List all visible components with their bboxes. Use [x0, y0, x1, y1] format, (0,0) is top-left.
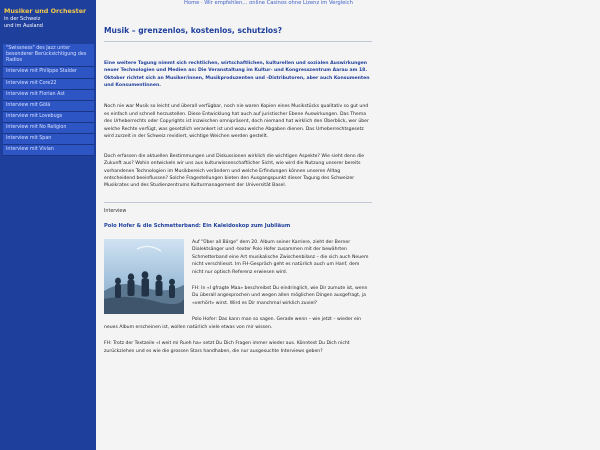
main-content [104, 14, 372, 364]
topnav-separator: · [199, 0, 205, 6]
sidebar-item-philippe-stalder[interactable]: Interview mit Philippe Stalder [3, 67, 94, 78]
interview-body [104, 239, 372, 355]
interview-paragraph-4: FH: Trotz der Textzeile «I weit mi Rueh ha» setzt Du Dich Fragen immer wieder aus. Könntest Du Dich nicht zurückziehen und es wie die grossen Stars handhaben, die nur ausgesuchte Interviews geben? [104, 341, 350, 354]
site-subtitle-line-2: und im Ausland [4, 22, 43, 29]
sidebar-item-swissness-jazz[interactable]: "Swissness" des Jazz unter besonderer Berücksichtigung des Radios [3, 44, 94, 67]
site-subtitle-line-1: in der Schweiz [4, 16, 41, 23]
top-navigation [184, 0, 353, 6]
interview-paragraph-3: Polo Hofer: Das kann man so sagen. Gerade wenn – wie jetzt – wieder ein neues Album erscheinen ist, wollen natürlich viele etwas von mir wissen. [104, 317, 362, 330]
interview-paragraph-1: Auf "Über all Bärge" dem 20. Album seiner Karriere, zieht der Berner Dialektsänger und -texter Polo Hofer zusammen mit der bewährten Schmetterband eine Art musikalische Zwischenbilanz – die sich auch Neuem nicht verschliesst. Im FH-Gespräch geht es natürlich auch um Hanf, dem nicht nur optisch Referenz erwiesen wird. [192, 239, 369, 275]
section-label: Interview [104, 208, 127, 214]
site-title[interactable]: Musiker und Orchester [4, 7, 87, 15]
sidebar-item-no-religion[interactable]: Interview mit No Religion [3, 123, 94, 134]
article-lead: Eine weitere Tagung nimmt sich rechtlichen, wirtschaftlichen, kulturellen und sozialen Auswirkungen neuer Technologien und Medien an: Die Veranstaltung im Kultur- und Kongresszentrum Aarau am 18. Oktober richtet sich an Musiker/innen, Musikproduzenten und -Distributoren, aber auch Konsumenten und Konsumentinnen. [104, 61, 370, 89]
sidebar-item-vivian[interactable]: Interview mit Vivian [3, 145, 94, 156]
sidebar-item-florian-ast[interactable]: Interview mit Florian Ast [3, 90, 94, 101]
sidebar-item-core22[interactable]: Interview mit Core22 [3, 79, 94, 90]
interview-paragraph-2: FH: In «I gfragte Maa» beschreibst Du eindringlich, wie Dir zumute ist, wenn Du überall angesprochen und wegen allen möglichen Dingen ausgefragt, ja «verhört» wirst. Wird es Dir manchmal wirklich zuviel? [192, 286, 368, 306]
article-paragraph-1: Noch nie war Musik so leicht und überall verfügbar, noch nie waren Kopien eines Musikstücks qualitativ so gut und es einfach und schnell herzustellen. Diese Entwicklung hat auch auf juristischer Ebene Auswirkungen. Das Thema des Urheberrechts oder Copyrights ist inzwischen omnipräsent, doch niemand hat wirklich den Überblick, wer über welche Rechte verfügt, was gesetzlich verankert ist und wozu welche Abgaben dienen. Das Urheberrechtsgesetz wird zurzeit in der Schweiz revidiert, wichtige Weichen werden gestellt. [104, 104, 369, 140]
recommend-link[interactable]: Wir empfehlen… online Casinos ohne Lizenz im Vergleich [204, 0, 353, 6]
title-divider [104, 41, 372, 42]
sidebar-item-span[interactable]: Interview mit Span [3, 134, 94, 145]
sidebar [0, 0, 96, 450]
article-paragraph-2: Doch erfassen die aktuellen Bestimmungen und Diskussionen wirklich die wichtigen Aspekte? Wie sieht denn die Zukunft aus? Wohin entwickeln wir uns aus kulturwissenschaftlicher Sicht, wie wird die Nutzung unserer bereits vorhandenen Technologien im Musikbereich verändern und welche Erfindungen können unseren Alltag entscheidend beeinflussen? Solche Fragestellungen bieten den Ausgangspunkt dieser Tagung des Schweizer Musikrates und des Studienzentrums Kulturmanagement der Universität Basel. [104, 153, 365, 189]
section-divider [104, 202, 372, 203]
site-subtitle [0, 15, 96, 29]
sidebar-item-gola[interactable]: Interview mit Gölä [3, 101, 94, 112]
interview-title: Polo Hofer & die Schmetterband: Ein Kaleidoskop zum Jubiläum [104, 222, 291, 229]
home-link[interactable]: Home [184, 0, 200, 6]
band-photo [104, 239, 184, 314]
sidebar-item-lovebugs[interactable]: Interview mit Lovebugs [3, 112, 94, 123]
page-title: Musik – grenzenlos, kostenlos, schutzlos? [104, 26, 283, 35]
sidebar-nav [3, 44, 94, 156]
